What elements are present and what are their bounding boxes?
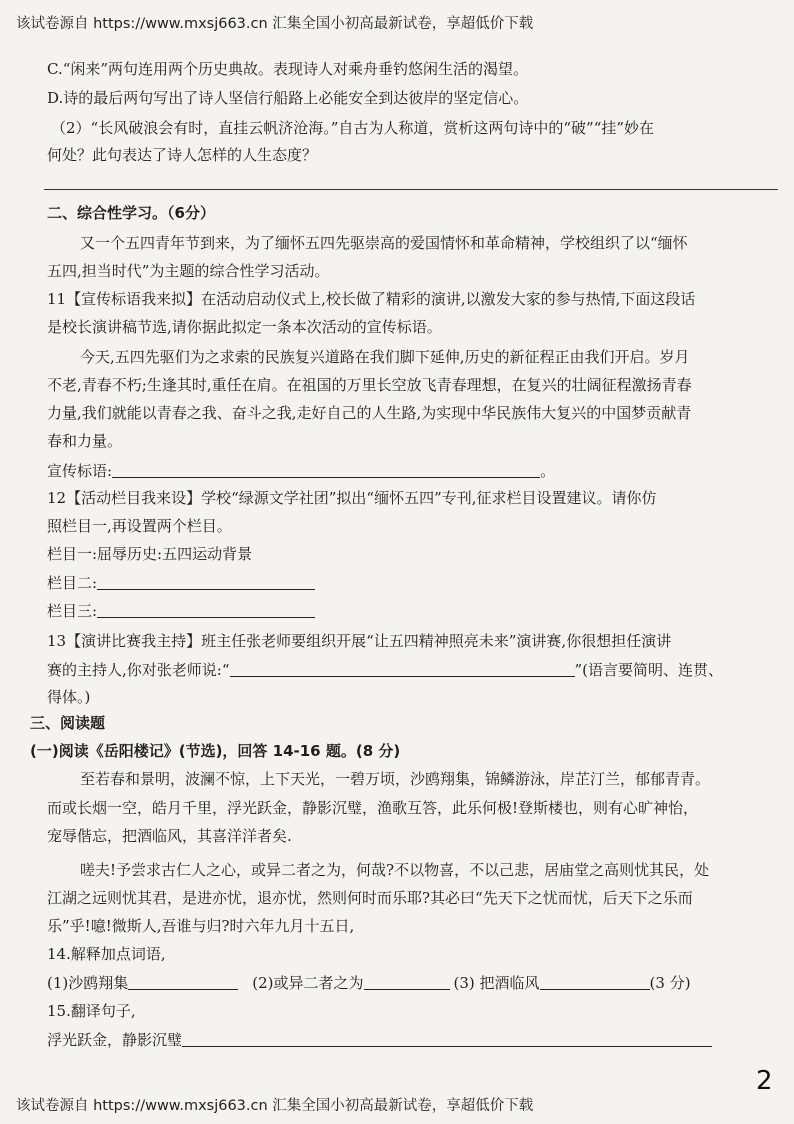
column-3-row — [47, 603, 315, 619]
q14-item-2: (2)或异二者之为 — [252, 974, 364, 992]
column-2-label: 栏目二: — [47, 574, 98, 592]
answer-line-q2 — [44, 189, 778, 190]
option-d: D.诗的最后两句写出了诗人坚信行船路上必能安全到达彼岸的坚定信心。 — [47, 89, 529, 107]
q12-line-1: 12【活动栏目我来设】学校“绿源文学社团”拟出“缅怀五四”专刊,征求栏目设置建议。请你仿 — [47, 489, 657, 507]
q13-line-2 — [47, 662, 723, 678]
passage-p1-line-3: 宠辱偕忘，把酒临风，其喜洋洋者矣. — [47, 827, 292, 845]
slogan-label: 宣传标语: — [47, 462, 113, 480]
q11-line-2: 是校长演讲稿节选,请你据此拟定一条本次活动的宣传标语。 — [47, 318, 442, 336]
column-1: 栏目一:屈辱历史:五四运动背景 — [47, 545, 253, 563]
q11-line-1: 11【宣传标语我来拟】在活动启动仪式上,校长做了精彩的演讲,以激发大家的参与热情,下面这段话 — [47, 290, 696, 308]
header-source-note: 该试卷源自 https://www.mxsj663.cn 汇集全国小初高最新试卷，享超低价下载 — [16, 16, 534, 32]
column-3-blank[interactable] — [97, 603, 315, 618]
page-number: 2 — [756, 1066, 773, 1096]
speech-line-4: 春和力量。 — [47, 432, 123, 450]
q14-title: 14.解释加点词语, — [47, 945, 166, 963]
q14-score: (3 分) — [649, 974, 691, 992]
section-3-title: 三、阅读题 — [30, 714, 106, 732]
section-2-intro-1: 又一个五四青年节到来，为了缅怀五四先驱崇高的爱国情怀和革命精神，学校组织了以“缅怀 — [80, 234, 688, 252]
q14-blank-3[interactable] — [540, 975, 650, 990]
option-c: C.“闲来”两句连用两个历史典故。表现诗人对乘舟垂钓悠闲生活的渴望。 — [47, 60, 529, 78]
q14-item-3: (3) 把酒临风 — [453, 974, 540, 992]
section-2-title: 二、综合性学习。（6分） — [47, 204, 215, 222]
q14-blank-2[interactable] — [364, 975, 450, 990]
q13-blank[interactable] — [230, 662, 575, 677]
footer-source-note: 该试卷源自 https://www.mxsj663.cn 汇集全国小初高最新试卷，享超低价下载 — [16, 1098, 534, 1114]
q12-line-2: 照栏目一,再设置两个栏目。 — [47, 517, 232, 535]
passage-p2-line-1: 嗟夫!予尝求古仁人之心，或异二者之为，何哉?不以物喜，不以己悲，居庙堂之高则忧其民，处 — [80, 861, 710, 879]
q14-items — [47, 975, 691, 991]
section-3-subtitle: (一)阅读《岳阳楼记》(节选)，回答 14-16 题。(8 分) — [30, 742, 401, 760]
q14-blank-1[interactable] — [128, 975, 238, 990]
q13-line-2-start: 赛的主持人,你对张老师说:“ — [47, 661, 230, 679]
q13-line-2-end: ”(语言要简明、连贯、 — [574, 661, 724, 679]
q15-row — [47, 1032, 712, 1048]
slogan-blank[interactable] — [112, 463, 540, 478]
q13-line-3: 得体。) — [47, 688, 91, 706]
speech-line-2: 不老,青春不朽;生逢其时,重任在肩。在祖国的万里长空放飞青春理想，在复兴的壮阔征程激扬青春 — [47, 376, 692, 394]
question-2-line-1: （2）“长风破浪会有时，直挂云帆济沧海。”自古为人称道，赏析这两句诗中的“破”“挂”妙在 — [51, 119, 655, 137]
question-2-line-2: 何处？此句表达了诗人怎样的人生态度？ — [47, 146, 318, 164]
section-2-intro-2: 五四,担当时代”为主题的综合性学习活动。 — [47, 262, 330, 280]
q15-sentence: 浮光跃金，静影沉璧 — [47, 1031, 183, 1049]
q13-line-1: 13【演讲比赛我主持】班主任张老师要组织开展“让五四精神照亮未来”演讲赛,你很想担任演讲 — [47, 632, 672, 650]
passage-p2-line-3: 乐”乎!噫!微斯人,吾谁与归?时六年九月十五日, — [47, 917, 355, 935]
q14-item-1: (1)沙鸥翔集 — [47, 974, 129, 992]
column-2-blank[interactable] — [97, 575, 315, 590]
q15-blank[interactable] — [182, 1032, 712, 1047]
passage-p2-line-2: 江湖之远则忧其君，是进亦忧，退亦忧，然则何时而乐耶?其必曰“先天下之忧而忧，后天下之乐而 — [47, 889, 693, 907]
slogan-row — [47, 463, 555, 479]
passage-p1-line-1: 至若春和景明，波澜不惊，上下天光，一碧万顷，沙鸥翔集，锦鳞游泳，岸芷汀兰，郁郁青青。 — [80, 770, 711, 788]
column-2-row — [47, 575, 315, 591]
slogan-end: 。 — [540, 462, 556, 480]
column-3-label: 栏目三: — [47, 602, 98, 620]
passage-p1-line-2: 而或长烟一空，皓月千里，浮光跃金，静影沉璧，渔歌互答，此乐何极!登斯楼也，则有心旷神怡， — [47, 799, 699, 817]
speech-line-1: 今天,五四先驱们为之求索的民族复兴道路在我们脚下延伸,历史的新征程正由我们开启。岁月 — [80, 348, 690, 366]
speech-line-3: 力量,我们就能以青春之我、奋斗之我,走好自己的人生路,为实现中华民族伟大复兴的中国梦贡献青 — [47, 404, 692, 422]
q15-title: 15.翻译句子, — [47, 1002, 136, 1020]
